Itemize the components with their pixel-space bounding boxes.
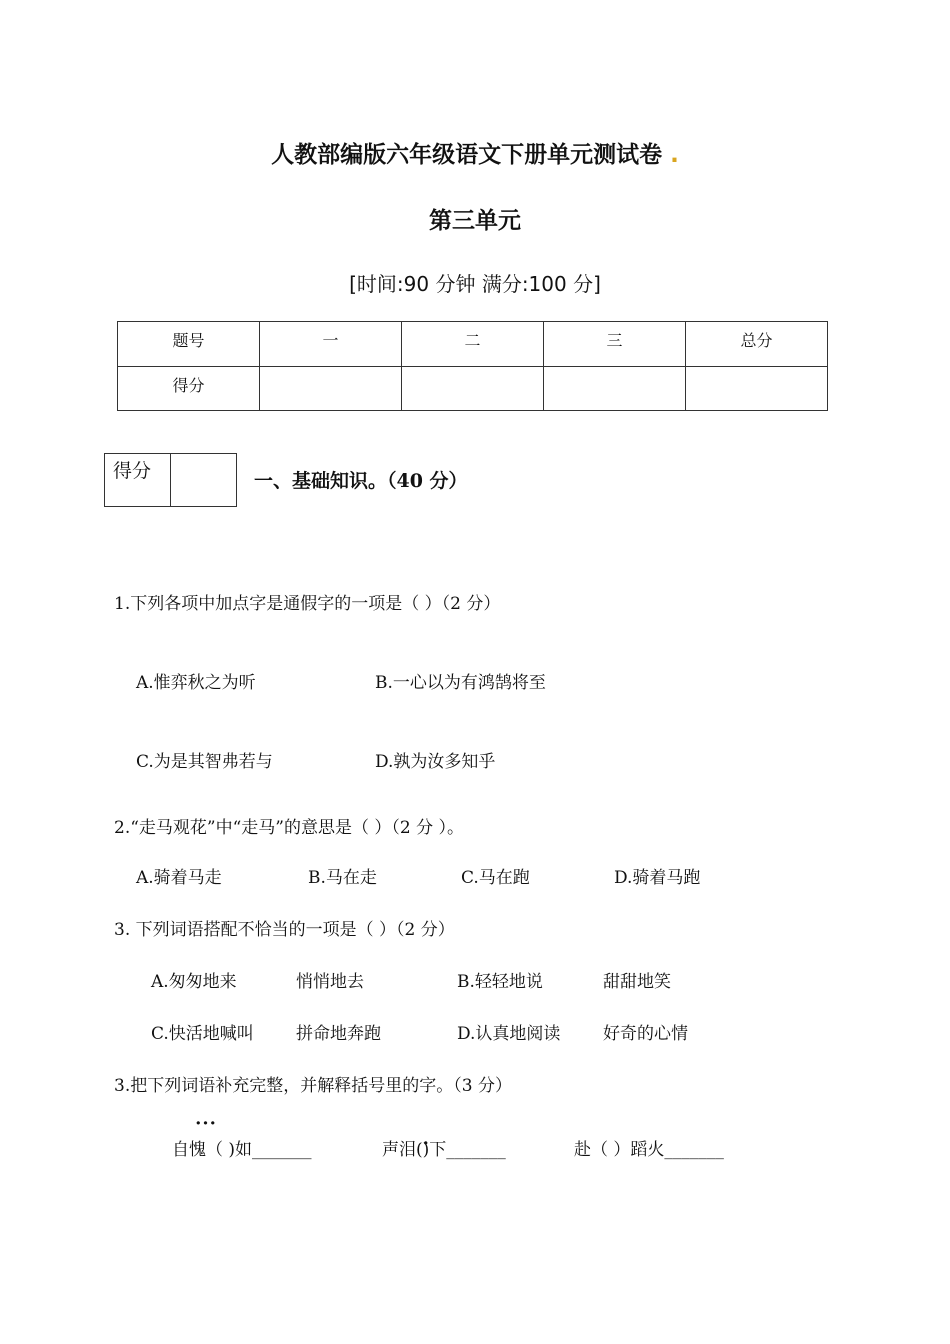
idiom-2: 声泪()下_______	[382, 1140, 506, 1160]
question-3-option-d-2: 好奇的心情	[603, 1024, 688, 1044]
question-3-option-b-1: B.轻轻地说	[457, 972, 543, 992]
question-3-option-b-2: 甜甜地笑	[603, 972, 671, 992]
emphasis-dots: ··· 愧（	[189, 1135, 223, 1160]
question-2-option-c: C.马在跑	[461, 868, 530, 888]
score-cell[interactable]	[260, 366, 402, 411]
question-3-option-a-1: A.匆匆地来	[151, 972, 237, 992]
question-3-stem: 3. 下列词语搭配不恰当的一项是（ ）（2 分）	[114, 920, 455, 940]
question-1-option-d: D.孰为汝多知乎	[375, 752, 496, 772]
page-title: 人教部编版六年级语文下册单元测试卷 .	[271, 142, 679, 168]
score-cell[interactable]	[686, 366, 828, 411]
score-header-cell: 一	[260, 322, 402, 367]
score-header-cell: 题号	[118, 322, 260, 367]
question-1-option-b: B.一心以为有鸿鹄将至	[375, 673, 546, 693]
question-2-option-d: D.骑着马跑	[614, 868, 701, 888]
score-table	[117, 321, 828, 411]
idiom-1: 自··· 愧（ )如_______	[172, 1135, 312, 1160]
time-score-info: [时间:90 分钟 满分:100 分]	[349, 272, 601, 296]
question-1-stem: 1.下列各项中加点字是通假字的一项是（ ）（2 分）	[114, 594, 501, 614]
section-score-label: 得分	[105, 454, 171, 506]
question-2-option-b: B.马在走	[308, 868, 377, 888]
title-dot: .	[670, 142, 679, 168]
question-3-option-d-1: D.认真地阅读	[457, 1024, 561, 1044]
question-1-option-c: C.为是其智弗若与	[136, 752, 273, 772]
unit-title: 第三单元	[429, 208, 521, 234]
score-header-cell: 总分	[686, 322, 828, 367]
score-row-label: 得分	[118, 366, 260, 411]
section-score-box	[104, 453, 237, 507]
section-score-cell[interactable]	[171, 454, 236, 506]
score-table-header-row	[118, 322, 828, 367]
question-3-option-a-2: 悄悄地去	[296, 972, 364, 992]
score-header-cell: 三	[544, 322, 686, 367]
question-3-option-c-2: 拼命地奔跑	[296, 1024, 381, 1044]
question-4-stem: 3.把下列词语补充完整，并解释括号里的字。（3 分）	[114, 1076, 512, 1096]
score-cell[interactable]	[402, 366, 544, 411]
question-2-stem: 2.“走马观花”中“走马”的意思是（ ）（2 分 ）。	[114, 818, 465, 838]
section-title: 一、基础知识。（40 分）	[254, 470, 468, 492]
question-3-option-c-1: C.快活地喊叫	[151, 1024, 254, 1044]
idiom-3: 赴（ ）蹈火_______	[574, 1140, 724, 1160]
question-2-option-a: A.骑着马走	[136, 868, 222, 888]
score-table-row	[118, 366, 828, 411]
question-1-option-a: A.惟弈秋之为听	[136, 673, 256, 693]
score-header-cell: 二	[402, 322, 544, 367]
score-cell[interactable]	[544, 366, 686, 411]
